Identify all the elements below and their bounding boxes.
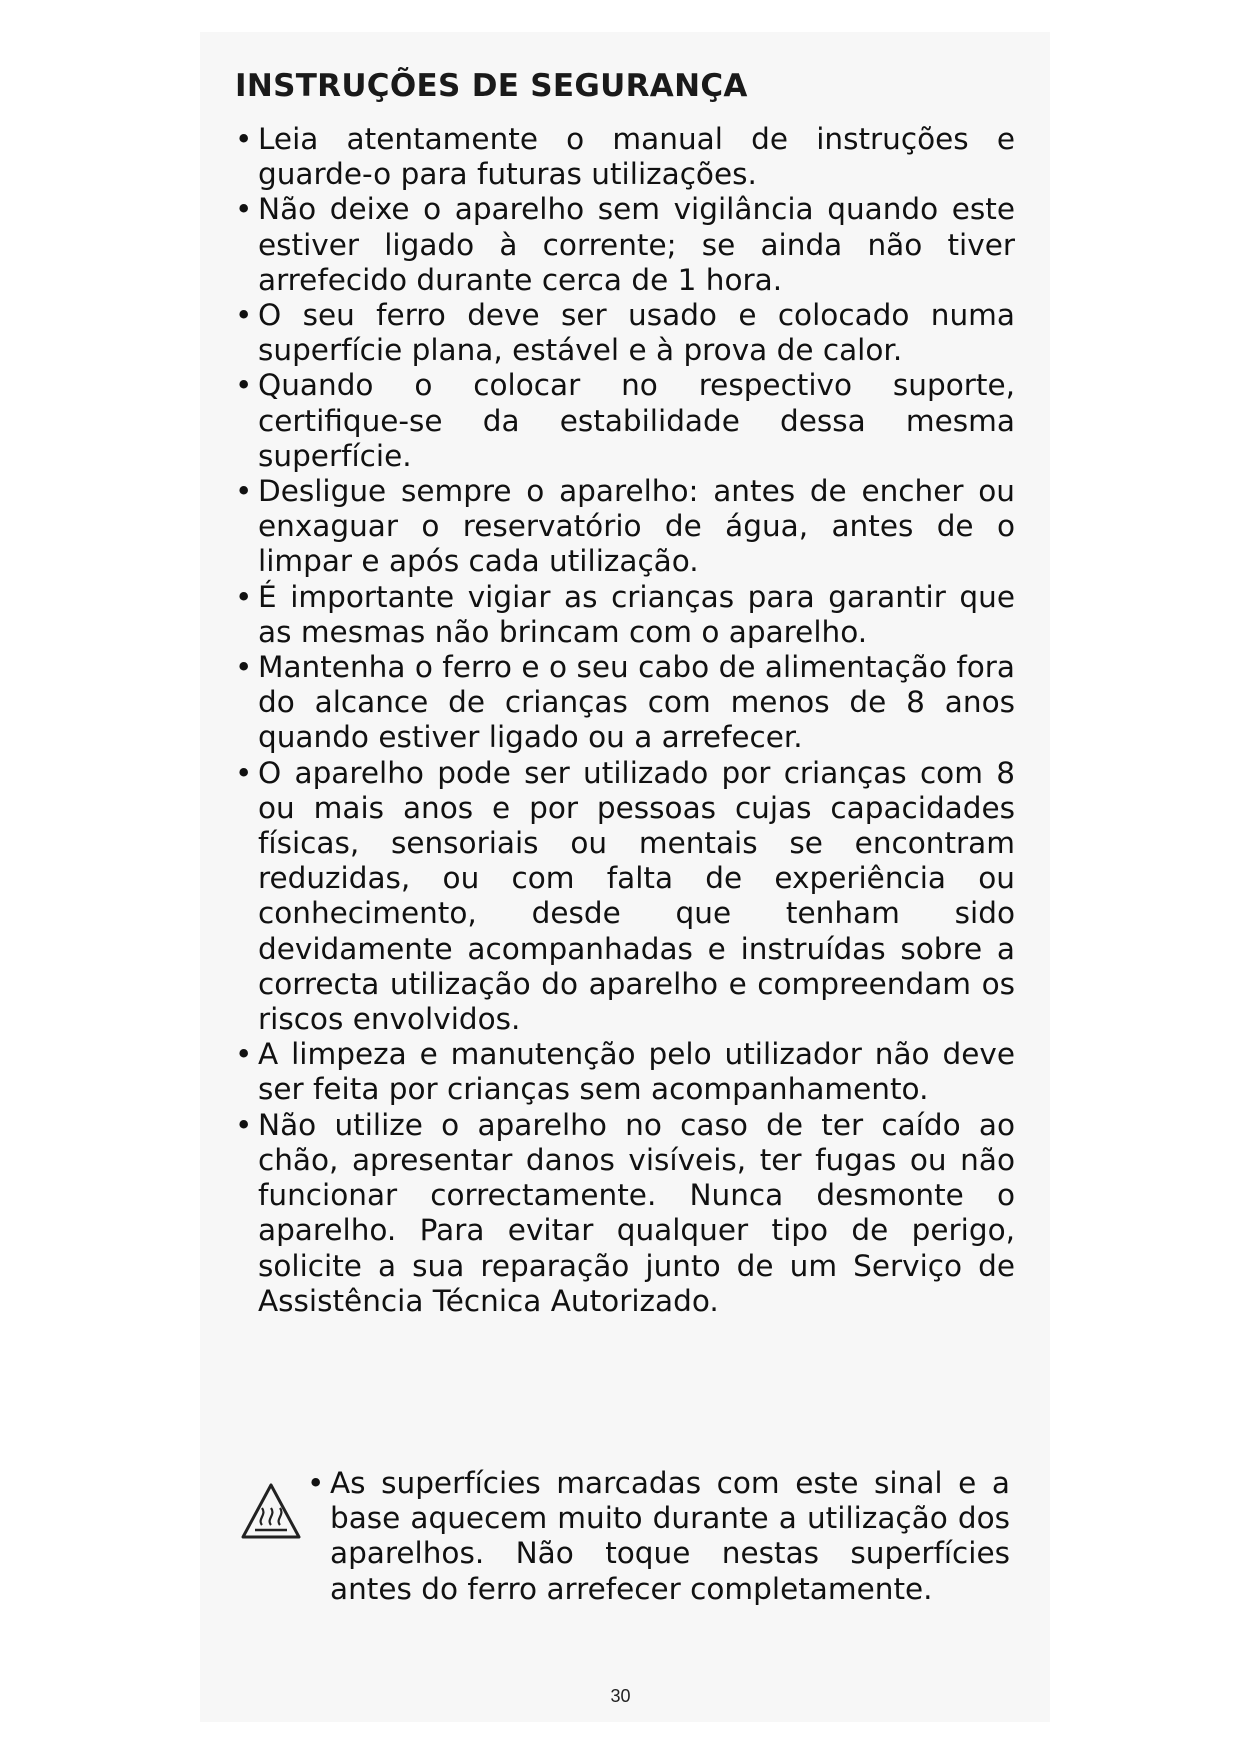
page-number: 30: [610, 1686, 631, 1706]
list-item: [235, 756, 1015, 1038]
list-item-text: • Não utilize o aparelho no caso de ter caído ao chão, apresentar danos visíveis, ter fugas ou não funcionar correctamente. Nunca desmonte o aparelho. Para evitar qualquer tipo de perigo, solicite a sua reparação junto de um Serviço de Assistência Técnica Autorizado.: [258, 1107, 1015, 1318]
list-item-text: • O aparelho pode ser utilizado por crianças com 8 ou mais anos e por pessoas cujas capacidades físicas, sensoriais ou mentais se encontram reduzidas, ou com falta de experiência ou conhecimento, desde que tenham sido devidamente acompanhadas e instruídas sobre a correcta utilização do aparelho e compreendam os riscos envolvidos.: [258, 755, 1015, 1037]
page-title: INSTRUÇÕES DE SEGURANÇA: [235, 68, 748, 104]
list-item-text: • Não deixe o aparelho sem vigilância quando este estiver ligado à corrente; se ainda não tiver arrefecido durante cerca de 1 hora.: [258, 192, 1015, 297]
list-item: [235, 368, 1015, 474]
list-item: [235, 1108, 1015, 1319]
safety-instructions-list: [235, 122, 1015, 1319]
warning-text: • As superfícies marcadas com este sinal e a base aquecem muito durante a utilização dos aparelhos. Não toque nestas superfícies antes do ferro arrefecer completamente.: [307, 1466, 1010, 1607]
list-item-text: • Leia atentamente o manual de instruções e guarde-o para futuras utilizações.: [258, 122, 1015, 192]
hot-surface-warning: [235, 1466, 1015, 1646]
list-item: [235, 122, 1015, 192]
list-item: [235, 474, 1015, 580]
hot-surface-warning-icon: [240, 1482, 302, 1540]
list-item-text: • É importante vigiar as crianças para garantir que as mesmas não brincam com o aparelho.: [258, 579, 1015, 649]
list-item: [235, 580, 1015, 650]
list-item-text: • Mantenha o ferro e o seu cabo de alimentação fora do alcance de crianças com menos de 8 anos quando estiver ligado ou a arrefecer.: [258, 650, 1015, 755]
list-item-text: • O seu ferro deve ser usado e colocado numa superfície plana, estável e à prova de calor.: [258, 298, 1015, 368]
list-item-text: • Desligue sempre o aparelho: antes de encher ou enxaguar o reservatório de água, antes de o limpar e após cada utilização.: [258, 474, 1015, 579]
list-item: [235, 298, 1015, 368]
list-item: [235, 192, 1015, 298]
list-item-text: • A limpeza e manutenção pelo utilizador não deve ser feita por crianças sem acompanhamento.: [258, 1037, 1015, 1107]
list-item: [235, 1037, 1015, 1107]
list-item: [235, 650, 1015, 756]
list-item-text: • Quando o colocar no respectivo suporte, certifique-se da estabilidade dessa mesma superfície.: [258, 368, 1015, 473]
